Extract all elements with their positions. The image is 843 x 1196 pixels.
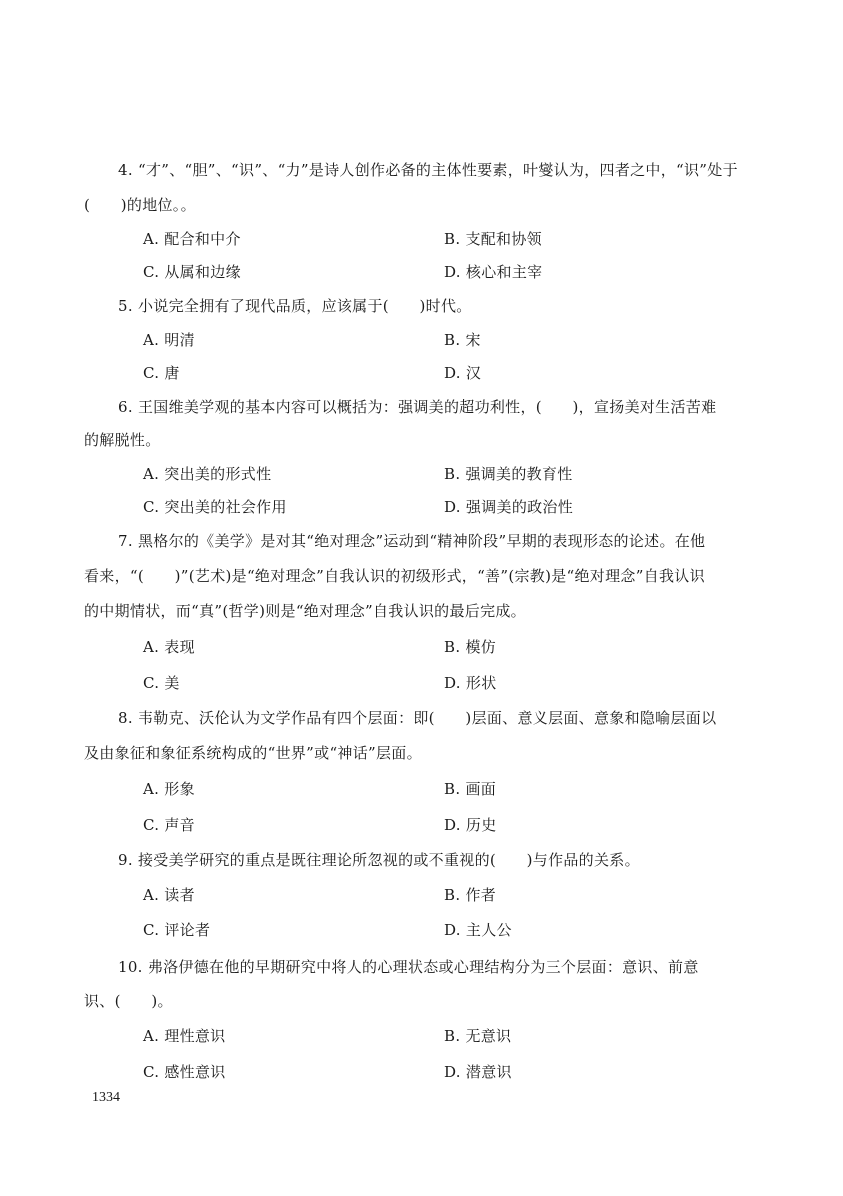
question-4-stem-continuation: ( )的地位。。	[84, 196, 196, 214]
question-10-option-d: D. 潜意识	[444, 1063, 512, 1081]
question-8-stem: 8. 韦勒克、沃伦认为文学作品有四个层面：即( )层面、意义层面、意象和隐喻层面以	[118, 709, 717, 727]
question-7-stem-continuation-2: 的中期情状，而“真”(哲学)则是“绝对理念”自我认识的最后完成。	[84, 602, 526, 620]
question-6-stem-continuation: 的解脱性。	[84, 431, 161, 449]
question-4-option-c: C. 从属和边缘	[143, 263, 241, 281]
question-6-option-c: C. 突出美的社会作用	[143, 498, 287, 516]
question-5-option-a: A. 明清	[143, 331, 195, 349]
question-7-option-c: C. 美	[143, 674, 180, 692]
question-8-option-c: C. 声音	[143, 816, 195, 834]
question-9-option-b: B. 作者	[444, 886, 497, 904]
question-7-stem: 7. 黑格尔的《美学》是对其“绝对理念”运动到“精神阶段”早期的表现形态的论述。在他	[118, 532, 706, 550]
question-4-option-d: D. 核心和主宰	[444, 263, 543, 281]
question-4-stem: 4. “才”、“胆”、“识”、“力”是诗人创作必备的主体性要素，叶燮认为，四者之中，“识”处于	[118, 161, 738, 179]
question-8-option-d: D. 历史	[444, 816, 497, 834]
question-6-option-a: A. 突出美的形式性	[143, 465, 272, 483]
question-7-stem-continuation-1: 看来，“( )”(艺术)是“绝对理念”自我认识的初级形式，“善”(宗教)是“绝对理念”自我认识	[84, 567, 705, 585]
question-5-stem: 5. 小说完全拥有了现代品质，应该属于( )时代。	[118, 297, 472, 315]
question-5-option-b: B. 宋	[444, 331, 481, 349]
question-4-option-b: B. 支配和协领	[444, 230, 542, 248]
question-4-option-a: A. 配合和中介	[143, 230, 241, 248]
question-10-stem-continuation: 识、( )。	[84, 992, 173, 1010]
question-5-option-d: D. 汉	[444, 364, 482, 382]
question-10-option-c: C. 感性意识	[143, 1063, 226, 1081]
question-9-option-a: A. 读者	[143, 886, 195, 904]
question-8-option-a: A. 形象	[143, 780, 195, 798]
question-6-option-d: D. 强调美的政治性	[444, 498, 574, 516]
question-7-option-d: D. 形状	[444, 674, 497, 692]
question-10-stem: 10. 弗洛伊德在他的早期研究中将人的心理状态或心理结构分为三个层面：意识、前意	[118, 958, 699, 976]
question-6-stem: 6. 王国维美学观的基本内容可以概括为：强调美的超功利性，( )，宣扬美对生活苦难	[118, 398, 717, 416]
question-10-option-b: B. 无意识	[444, 1027, 512, 1045]
question-9-option-c: C. 评论者	[143, 921, 211, 939]
question-8-stem-continuation: 及由象征和象征系统构成的“世界”或“神话”层面。	[84, 744, 422, 762]
question-8-option-b: B. 画面	[444, 780, 497, 798]
question-7-option-b: B. 模仿	[444, 638, 497, 656]
question-6-option-b: B. 强调美的教育性	[444, 465, 573, 483]
question-7-option-a: A. 表现	[143, 638, 195, 656]
question-10-option-a: A. 理性意识	[143, 1027, 226, 1045]
question-9-option-d: D. 主人公	[444, 921, 512, 939]
question-9-stem: 9. 接受美学研究的重点是既往理论所忽视的或不重视的( )与作品的关系。	[118, 851, 640, 869]
page-number: 1334	[92, 1090, 120, 1105]
question-5-option-c: C. 唐	[143, 364, 180, 382]
